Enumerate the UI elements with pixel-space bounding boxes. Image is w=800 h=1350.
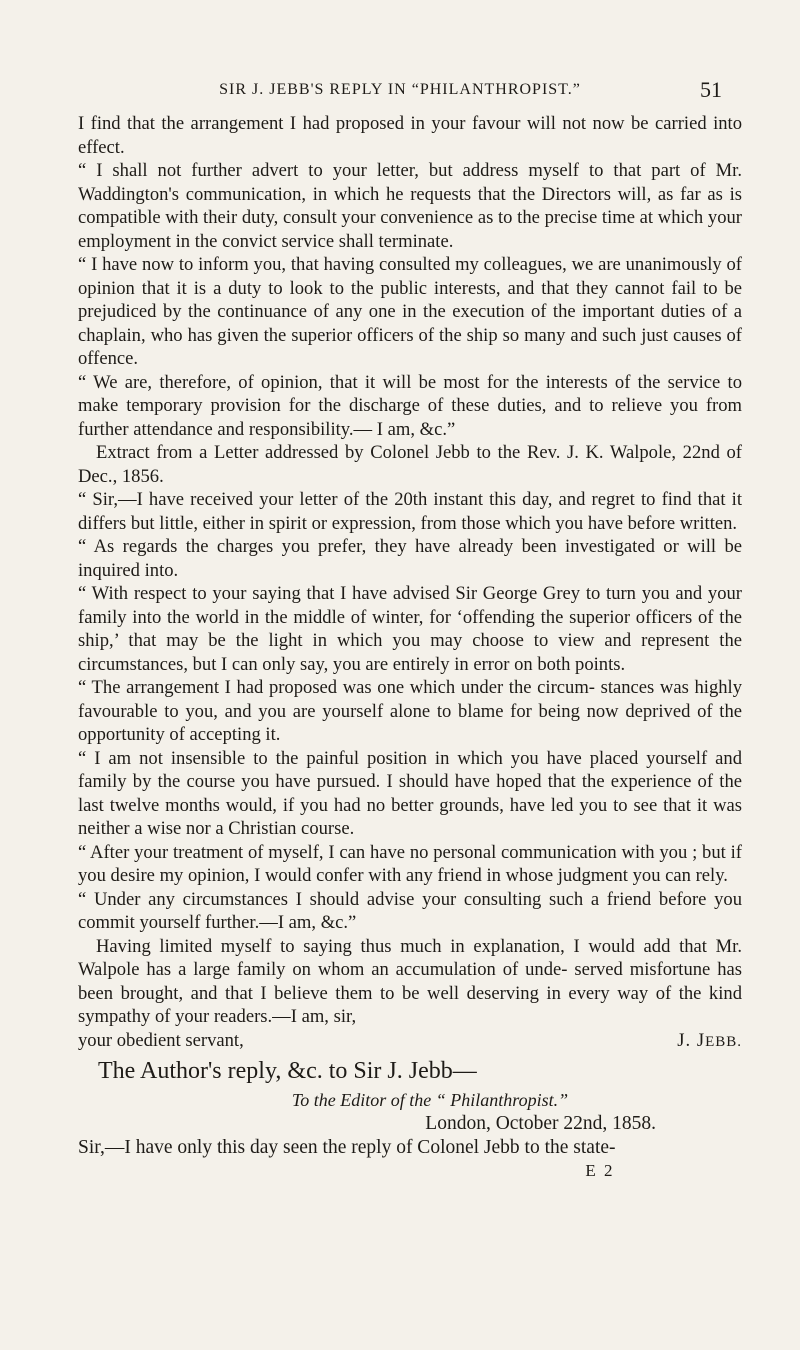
paragraph-8: “ With respect to your saying that I have advised Sir George Grey to turn you and your family into the world in the middle of winter, for ‘offending the superior officers of the ship,’ that may be the light in which you may choose to view and represent the circumstances, but I can only say, you are entirely in error on both points. [78,583,742,675]
signature [677,1029,742,1055]
extract-heading: Extract from a Letter addressed by Colonel Jebb to the Rev. J. K. Walpole, 22nd of Dec., 1856. [78,442,742,487]
paragraph-7: “ As regards the charges you prefer, they have already been investigated or will be inquired into. [78,536,742,581]
signature-initial: J. J [677,1029,706,1051]
addressee-line: To the Editor of the “ Philanthropist.” [291,1090,569,1110]
signature-mark: E 2 [585,1161,615,1180]
running-title: SIR J. JEBB'S REPLY IN “PHILANTHROPIST.” [219,81,581,98]
body-text [78,112,742,1183]
paragraph-6: “ Sir,—I have received your letter of the 20th instant this day, and regret to find that it differs but little, either in spirit or expression, from those which you have before written. [78,489,742,534]
letter-opening: Sir,—I have only this day seen the reply of Colonel Jebb to the state- [78,1136,616,1158]
paragraph-11: “ After your treatment of myself, I can have no personal communication with you ; but if you desire my opinion, I would confer with any friend in whose judgment you can rely. [78,841,742,886]
dateline: London, October 22nd, 1858. [425,1113,656,1134]
signature-surname: EBB. [705,1033,742,1050]
section-heading: The Author's reply, &c. to Sir J. Jebb— [98,1058,477,1084]
paragraph-12: “ Under any circumstances I should advise your consulting such a friend before you commit yourself further.—I am, &c.” [78,888,742,933]
page-number: 51 [700,77,722,102]
paragraph-3: “ I have now to inform you, that having consulted my colleagues, we are unanimously of opinion that it is a duty to look to the public interests, and that they cannot fail to be prejudiced by the continuance of any one in the execution of the important duties of a chaplain, who has given the superior officers of the ship so many and such just causes of offence. [78,254,742,369]
signoff-closing: your obedient servant, [78,1029,244,1051]
paragraph-1: I find that the arrangement I had proposed in your favour will not now be carried into effect. [78,113,742,158]
signoff-line [78,1029,742,1055]
running-head [0,77,800,107]
paragraph-13: Having limited myself to saying thus much in explanation, I would add that Mr. Walpole has a large family on whom an accumulation of unde- served misfortune has been brought, and that I believe them to be well deserving in every way of the kind sympathy of your readers.—I am, sir, [78,935,742,1027]
paragraph-4: “ We are, therefore, of opinion, that it will be most for the interests of the service to make temporary provision for the discharge of these duties, and to relieve you from further attendance and responsibility.— I am, &c.” [78,371,742,440]
paragraph-10: “ I am not insensible to the painful position in which you have placed yourself and family by the course you have pursued. I should have hoped that the experience of the last twelve months would, if you had no better grounds, have led you to see that it was neither a wise nor a Christian course. [78,747,742,839]
paragraph-2: “ I shall not further advert to your letter, but address myself to that part of Mr. Waddington's communication, in which he requests that the Directors will, as far as is compatible with their duty, consult your convenience as to the precise time at which your employment in the convict service shall terminate. [78,160,742,252]
paragraph-9: “ The arrangement I had proposed was one which under the circum- stances was highly favourable to you, and you are yourself alone to blame for being now deprived of the opportunity of accepting it. [78,677,742,745]
